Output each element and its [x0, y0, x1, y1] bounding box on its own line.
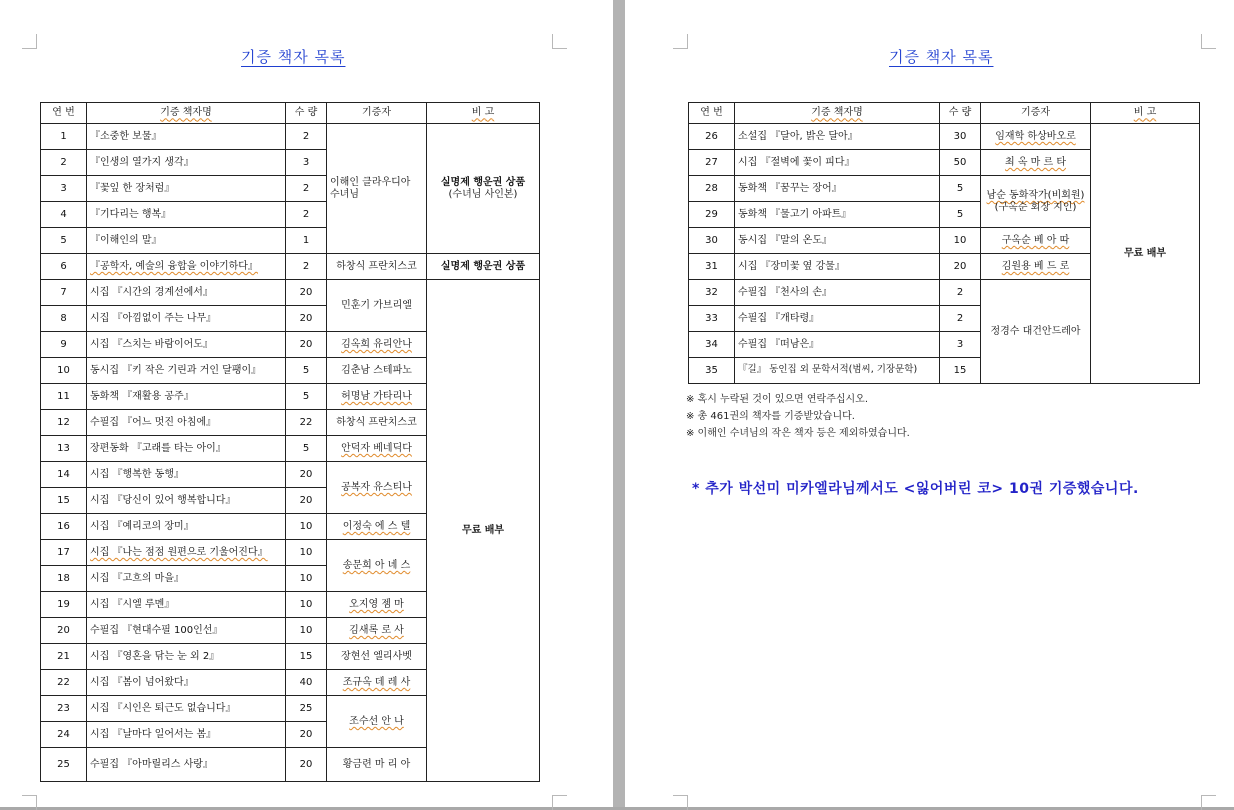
donor-cell: 이정숙 에 스 텔: [327, 514, 427, 540]
row-qty: 3: [940, 332, 981, 358]
donor-cell: 하창식 프란치스코: [327, 410, 427, 436]
note-cell: 무료 배부: [427, 280, 540, 782]
crop-mark: [22, 34, 37, 49]
row-qty: 20: [286, 332, 327, 358]
row-book-name: 시집 『시인은 퇴근도 없습니다』: [87, 696, 286, 722]
row-book-name: 시집 『절벽에 꽃이 피다』: [735, 150, 940, 176]
donor-cell: 민훈기 가브리엘: [327, 280, 427, 332]
donor-cell: 남순 동화작가(비회원) (구옥순 회장 지인): [981, 176, 1091, 228]
row-qty: 15: [286, 644, 327, 670]
row-no: 34: [689, 332, 735, 358]
header-note: 비 고: [427, 103, 540, 124]
row-no: 15: [41, 488, 87, 514]
donor-cell: 하창식 프란치스코: [327, 254, 427, 280]
footnote: ※ 혹시 누락된 것이 있으면 연락주십시오.: [686, 394, 869, 405]
row-book-name: 시집 『나는 점점 원편으로 기울어진다』: [87, 540, 286, 566]
row-book-name: 『기다리는 행복』: [87, 202, 286, 228]
donor-cell: 조규옥 데 레 사: [327, 670, 427, 696]
row-book-name: 수필집 『현대수필 100인선』: [87, 618, 286, 644]
row-no: 33: [689, 306, 735, 332]
row-no: 35: [689, 358, 735, 384]
table-header-row: [41, 103, 540, 124]
row-no: 1: [41, 124, 87, 150]
donor-cell: 공복자 유스티나: [327, 462, 427, 514]
donor-cell: 김춘남 스테파노: [327, 358, 427, 384]
row-qty: 1: [286, 228, 327, 254]
table-row: [689, 124, 1200, 150]
footnote: ※ 총 461권의 책자를 기증받았습니다.: [686, 411, 855, 422]
footnote: ※ 이해인 수녀님의 작은 책자 등은 제외하였습니다.: [686, 428, 910, 439]
row-qty: 50: [940, 150, 981, 176]
row-no: 30: [689, 228, 735, 254]
donor-cell: 황금련 마 리 아: [327, 748, 427, 782]
row-no: 25: [41, 748, 87, 782]
row-qty: 10: [286, 592, 327, 618]
row-qty: 40: [286, 670, 327, 696]
row-book-name: 수필집 『어느 멋진 아침에』: [87, 410, 286, 436]
row-qty: 30: [940, 124, 981, 150]
table-row: [41, 254, 540, 280]
row-qty: 2: [940, 306, 981, 332]
row-no: 13: [41, 436, 87, 462]
document-page-1: [0, 0, 613, 807]
note-cell: 실명제 행운권 상품: [427, 254, 540, 280]
row-book-name: 시집 『봄이 넘어왔다』: [87, 670, 286, 696]
row-qty: 3: [286, 150, 327, 176]
row-qty: 20: [286, 488, 327, 514]
row-qty: 5: [286, 384, 327, 410]
header-no: 연 번: [689, 103, 735, 124]
row-no: 24: [41, 722, 87, 748]
row-qty: 10: [286, 514, 327, 540]
note-cell: 무료 배부: [1091, 124, 1200, 384]
row-book-name: 시집 『고흐의 마을』: [87, 566, 286, 592]
row-qty: 2: [940, 280, 981, 306]
row-book-name: 수필집 『아마릴리스 사랑』: [87, 748, 286, 782]
row-book-name: 동시집 『말의 온도』: [735, 228, 940, 254]
row-qty: 15: [940, 358, 981, 384]
header-donor: 기증자: [981, 103, 1091, 124]
row-qty: 2: [286, 254, 327, 280]
row-qty: 20: [286, 462, 327, 488]
table-row: [41, 124, 540, 150]
row-no: 5: [41, 228, 87, 254]
table-row: [41, 280, 540, 306]
donor-cell: 조수선 안 나: [327, 696, 427, 748]
donor-cell: 안덕자 베네딕다: [327, 436, 427, 462]
header-qty: 수 량: [286, 103, 327, 124]
row-no: 18: [41, 566, 87, 592]
row-book-name: 수필집 『떠남은』: [735, 332, 940, 358]
crop-mark: [1201, 34, 1216, 49]
row-no: 4: [41, 202, 87, 228]
row-qty: 20: [286, 748, 327, 782]
donor-cell: 정경수 대건안드레아: [981, 280, 1091, 384]
row-qty: 20: [286, 280, 327, 306]
row-qty: 10: [940, 228, 981, 254]
row-no: 7: [41, 280, 87, 306]
row-no: 12: [41, 410, 87, 436]
donor-cell: 최 옥 마 르 타: [981, 150, 1091, 176]
row-book-name: 시집 『행복한 동행』: [87, 462, 286, 488]
row-book-name: 동화책 『물고기 아파트』: [735, 202, 940, 228]
row-book-name: 수필집 『개타령』: [735, 306, 940, 332]
row-book-name: 『인생의 열가지 생각』: [87, 150, 286, 176]
row-no: 14: [41, 462, 87, 488]
header-note: 비 고: [1091, 103, 1200, 124]
row-book-name: 시집 『스치는 바람이어도』: [87, 332, 286, 358]
row-no: 19: [41, 592, 87, 618]
crop-mark: [22, 795, 37, 810]
donor-cell: 김옥희 유리안나: [327, 332, 427, 358]
donor-cell: 이해인 클라우디아 수녀님: [327, 124, 427, 254]
donor-cell: 김새록 로 사: [327, 618, 427, 644]
row-qty: 10: [286, 618, 327, 644]
row-book-name: 『공학자, 예술의 융합을 이야기하다』: [87, 254, 286, 280]
row-qty: 5: [940, 202, 981, 228]
crop-mark: [552, 795, 567, 810]
row-book-name: 동화책 『재활용 공주』: [87, 384, 286, 410]
row-qty: 10: [286, 540, 327, 566]
header-name: 기증 책자명: [735, 103, 940, 124]
donor-cell: 오지영 젬 마: [327, 592, 427, 618]
donor-cell: 장현선 엘리사벳: [327, 644, 427, 670]
row-no: 22: [41, 670, 87, 696]
row-no: 17: [41, 540, 87, 566]
row-book-name: 시집 『시엘 루멘』: [87, 592, 286, 618]
donor-cell: 허명남 가타리나: [327, 384, 427, 410]
header-donor: 기증자: [327, 103, 427, 124]
table-header-row: [689, 103, 1200, 124]
page-gutter: [613, 0, 625, 807]
crop-mark: [673, 795, 688, 810]
donor-cell: 임재학 하상바오로: [981, 124, 1091, 150]
crop-mark: [673, 34, 688, 49]
row-no: 9: [41, 332, 87, 358]
row-book-name: 시집 『아낌없이 주는 나무』: [87, 306, 286, 332]
additional-donation-note: * 추가 박선미 미카엘라님께서도 <잃어버린 코> 10권 기증했습니다.: [692, 481, 1139, 497]
row-book-name: 시집 『장미꽃 옆 강물』: [735, 254, 940, 280]
row-no: 6: [41, 254, 87, 280]
row-book-name: 시집 『예리코의 장미』: [87, 514, 286, 540]
row-qty: 2: [286, 176, 327, 202]
row-book-name: 시집 『당신이 있어 행복합니다』: [87, 488, 286, 514]
row-qty: 20: [940, 254, 981, 280]
row-no: 10: [41, 358, 87, 384]
row-qty: 20: [286, 722, 327, 748]
crop-mark: [1201, 795, 1216, 810]
row-qty: 22: [286, 410, 327, 436]
donor-cell: 구옥순 베 아 따: [981, 228, 1091, 254]
donation-table-2: [688, 102, 1200, 384]
row-book-name: 『길』 동인집 외 문학서적(범씨, 기장문학): [735, 358, 940, 384]
page-title: 기증 책자 목록: [241, 48, 346, 66]
row-no: 3: [41, 176, 87, 202]
donor-cell: 송문희 아 녜 스: [327, 540, 427, 592]
row-no: 31: [689, 254, 735, 280]
row-qty: 5: [286, 436, 327, 462]
row-book-name: 동화책 『꿈꾸는 장어』: [735, 176, 940, 202]
footnotes: [686, 390, 910, 441]
row-book-name: 장편동화 『고래를 타는 아이』: [87, 436, 286, 462]
row-book-name: 수필집 『천사의 손』: [735, 280, 940, 306]
row-no: 27: [689, 150, 735, 176]
row-no: 20: [41, 618, 87, 644]
row-book-name: 소설집 『달아, 밝은 달아』: [735, 124, 940, 150]
row-book-name: 『이해인의 말』: [87, 228, 286, 254]
donation-table-1: [40, 102, 540, 782]
row-no: 11: [41, 384, 87, 410]
row-book-name: 『꽃잎 한 장처럼』: [87, 176, 286, 202]
row-no: 29: [689, 202, 735, 228]
row-book-name: 시집 『날마다 일어서는 봄』: [87, 722, 286, 748]
row-no: 2: [41, 150, 87, 176]
row-qty: 5: [940, 176, 981, 202]
row-book-name: 시집 『영혼을 닦는 눈 외 2』: [87, 644, 286, 670]
row-qty: 20: [286, 306, 327, 332]
row-no: 26: [689, 124, 735, 150]
row-qty: 2: [286, 202, 327, 228]
row-no: 28: [689, 176, 735, 202]
row-no: 21: [41, 644, 87, 670]
header-no: 연 번: [41, 103, 87, 124]
row-book-name: 동시집 『키 작은 기린과 거인 달팽이』: [87, 358, 286, 384]
row-no: 23: [41, 696, 87, 722]
row-no: 16: [41, 514, 87, 540]
donor-cell: 김원용 베 드 로: [981, 254, 1091, 280]
row-book-name: 『소중한 보물』: [87, 124, 286, 150]
crop-mark: [552, 34, 567, 49]
row-no: 8: [41, 306, 87, 332]
row-qty: 10: [286, 566, 327, 592]
row-book-name: 시집 『시간의 경계선에서』: [87, 280, 286, 306]
header-qty: 수 량: [940, 103, 981, 124]
row-qty: 25: [286, 696, 327, 722]
row-no: 32: [689, 280, 735, 306]
page-title: 기증 책자 목록: [889, 48, 994, 66]
row-qty: 5: [286, 358, 327, 384]
note-cell: 실명제 행운권 상품 (수녀님 사인본): [427, 124, 540, 254]
row-qty: 2: [286, 124, 327, 150]
header-name: 기증 책자명: [87, 103, 286, 124]
